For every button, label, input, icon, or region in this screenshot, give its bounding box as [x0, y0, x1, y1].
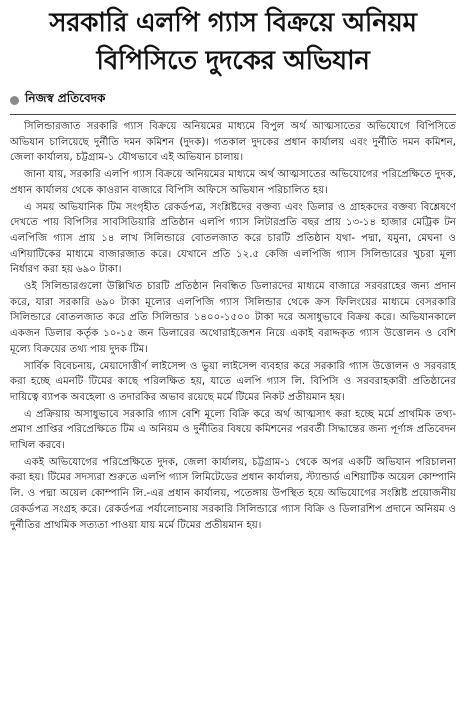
byline: [10, 90, 456, 110]
paragraph: সিলিন্ডারজাত সরকারি গ্যাস বিক্রয়ে অনিয়মের মাধ্যমে বিপুল অর্থ আত্মসাতের অভিযোগে বিপিসিতে অভিযান চালিয়েছে দুর্নীতি দমন কমিশন (দুদক)। গতকাল দুদকের প্রধান কার্যালয় এবং দুর্নীতি দমন কমিশন, জেলা কার্যালয়, চট্টগ্রাম-১ যৌথভাবে এই অভিযান চালায়।: [10, 121, 456, 164]
headline-line-2: বিপিসিতে দুদকের অভিযান: [96, 46, 370, 76]
paragraph: ওই সিলিন্ডারগুলো উল্লিখিত চারটি প্রতিষ্ঠান নিবন্ধিত ডিলারদের মাধ্যমে বাজারে সরবরাহের জন্য প্রদান করে, যারা সরকারি ৬৯০ টাকা মূল্যের এলপিজি গ্যাস সিলিন্ডার থেকে ক্রস ফিলিংয়ের মাধ্যমে বেসরকারি সিলিন্ডারে বোতলজাত করে প্রতি সিলিন্ডার ১৪০০-১৫০০ টাকা দরে অসাধুভাবে বিক্রয় করে। অভিযানকালে একজন ডিলার কর্তৃক ১০-১৫ জন ডিলারের অথোরাইজেশন নিয়ে একাই বরাদ্দকৃত গ্যাস উত্তোলন ও বেশি মূল্যে বিক্রয়ের তথ্য পায় দুদক টিম।: [10, 281, 456, 355]
paragraph: সার্বিক বিবেচনায়, মেয়াদোত্তীর্ণ লাইসেন্স ও ভুয়া লাইসেন্স ব্যবহার করে সরকারি গ্যাস উত্তোলন ও সরবরাহ করা হচ্ছে এমনটি টিমের কাছে পরিলক্ষিত হয়, যাতে এলপি গ্যাস লি. বিপিসি ও সরবরাহকারী প্রতিষ্ঠানের দায়িত্বে ব্যাপক অবহেলা ও তদারকির অভাব রয়েছে মর্মে টিমের নিকট প্রতীয়মান হয়।: [10, 360, 456, 403]
bullet-icon: [10, 96, 19, 105]
paragraph: এ সময় অভিযানিক টিম সংগৃহীত রেকর্ডপত্র, সংশ্লিষ্টদের বক্তব্য এবং ডিলার ও গ্রাহকদের বক্তব্য বিশ্লেষণে দেখতে পায় বিপিসির সাবসিডিয়ারি প্রতিষ্ঠান এলপি গ্যাস লিটারপ্রতি বছর প্রায় ১৩-১৪ হাজার মেট্রিক টন এলপিজি গ্যাস প্রায় ১৪ লাখ সিলিন্ডারে বোতলজাত করে চারটি প্রতিষ্ঠান যথা- পদ্মা, যমুনা, মেঘনা ও এশিয়াটিকের মাধ্যমে বাজারজাত করে। যেখানে প্রতি ১২.৫ কেজি এলপিজি গ্যাস সিলিন্ডারের খুচরা মূল্য নির্ধারণ করা হয় ৬৯০ টাকা।: [10, 201, 456, 276]
paragraph: জানা যায়, সরকারি এলপি গ্যাস বিক্রয়ে অনিয়মের মাধ্যমে অর্থ আত্মসাতের অভিযোগের পরিপ্রেক্ষিতে দুদক, প্রধান কার্যালয় থেকে কাওরান বাজারে বিপিসি অফিসে অভিযান পরিচালিত হয়।: [10, 169, 456, 196]
headline-line-1: সরকারি এলপি গ্যাস বিক্রয়ে অনিয়ম: [49, 8, 417, 38]
paragraph: একই অভিযোগের পরিপ্রেক্ষিতে দুদক, জেলা কার্যালয়, চট্টগ্রাম-১ থেকে অপর একটি অভিযান পরিচালনা করা হয়। টিমের সদস্যরা শুরুতে এলপি গ্যাস লিমিটেডের প্রধান কার্যালয়, স্ট্যান্ডার্ড এশিয়াটিক অয়েল কোম্পানি লি. ও পদ্মা অয়েল কোম্পানি লি.-এর প্রধান কার্যালয়, পতেঙ্গায় উপস্থিত হয়ে অভিযোগের সংশ্লিষ্ট প্রয়োজনীয় রেকর্ডপত্র সংগ্রহ করে। রেকর্ডপত্র পর্যালোচনায় সরকারি সিলিন্ডারে গ্যাস বিক্রি ও ডিলারশিপ প্রদানে অনিয়ম ও দুর্নীতির প্রাথমিক সত্যতা পাওয়া যায় মর্মে টিমের প্রতীয়মান হয়।: [10, 456, 456, 531]
paragraph: এ প্রক্রিয়ায় অসাধুভাবে সরকারি গ্যাস বেশি মূল্যে বিক্রি করে অর্থ আত্মসাৎ করা হচ্ছে মর্মে প্রাথমিক তথ্য-প্রমাণ প্রাপ্তির পরিপ্রেক্ষিতে টিম এ অনিয়ম ও দুর্নীতির বিষয়ে কমিশনের পরবর্তী সিদ্ধান্তের জন্য পূর্ণাঙ্গ প্রতিবেদন দাখিল করবে।: [10, 408, 456, 452]
article-body: [10, 119, 456, 533]
byline-text: নিজস্ব প্রতিবেদক: [25, 91, 106, 105]
headline: [10, 4, 456, 80]
divider: [10, 114, 456, 115]
